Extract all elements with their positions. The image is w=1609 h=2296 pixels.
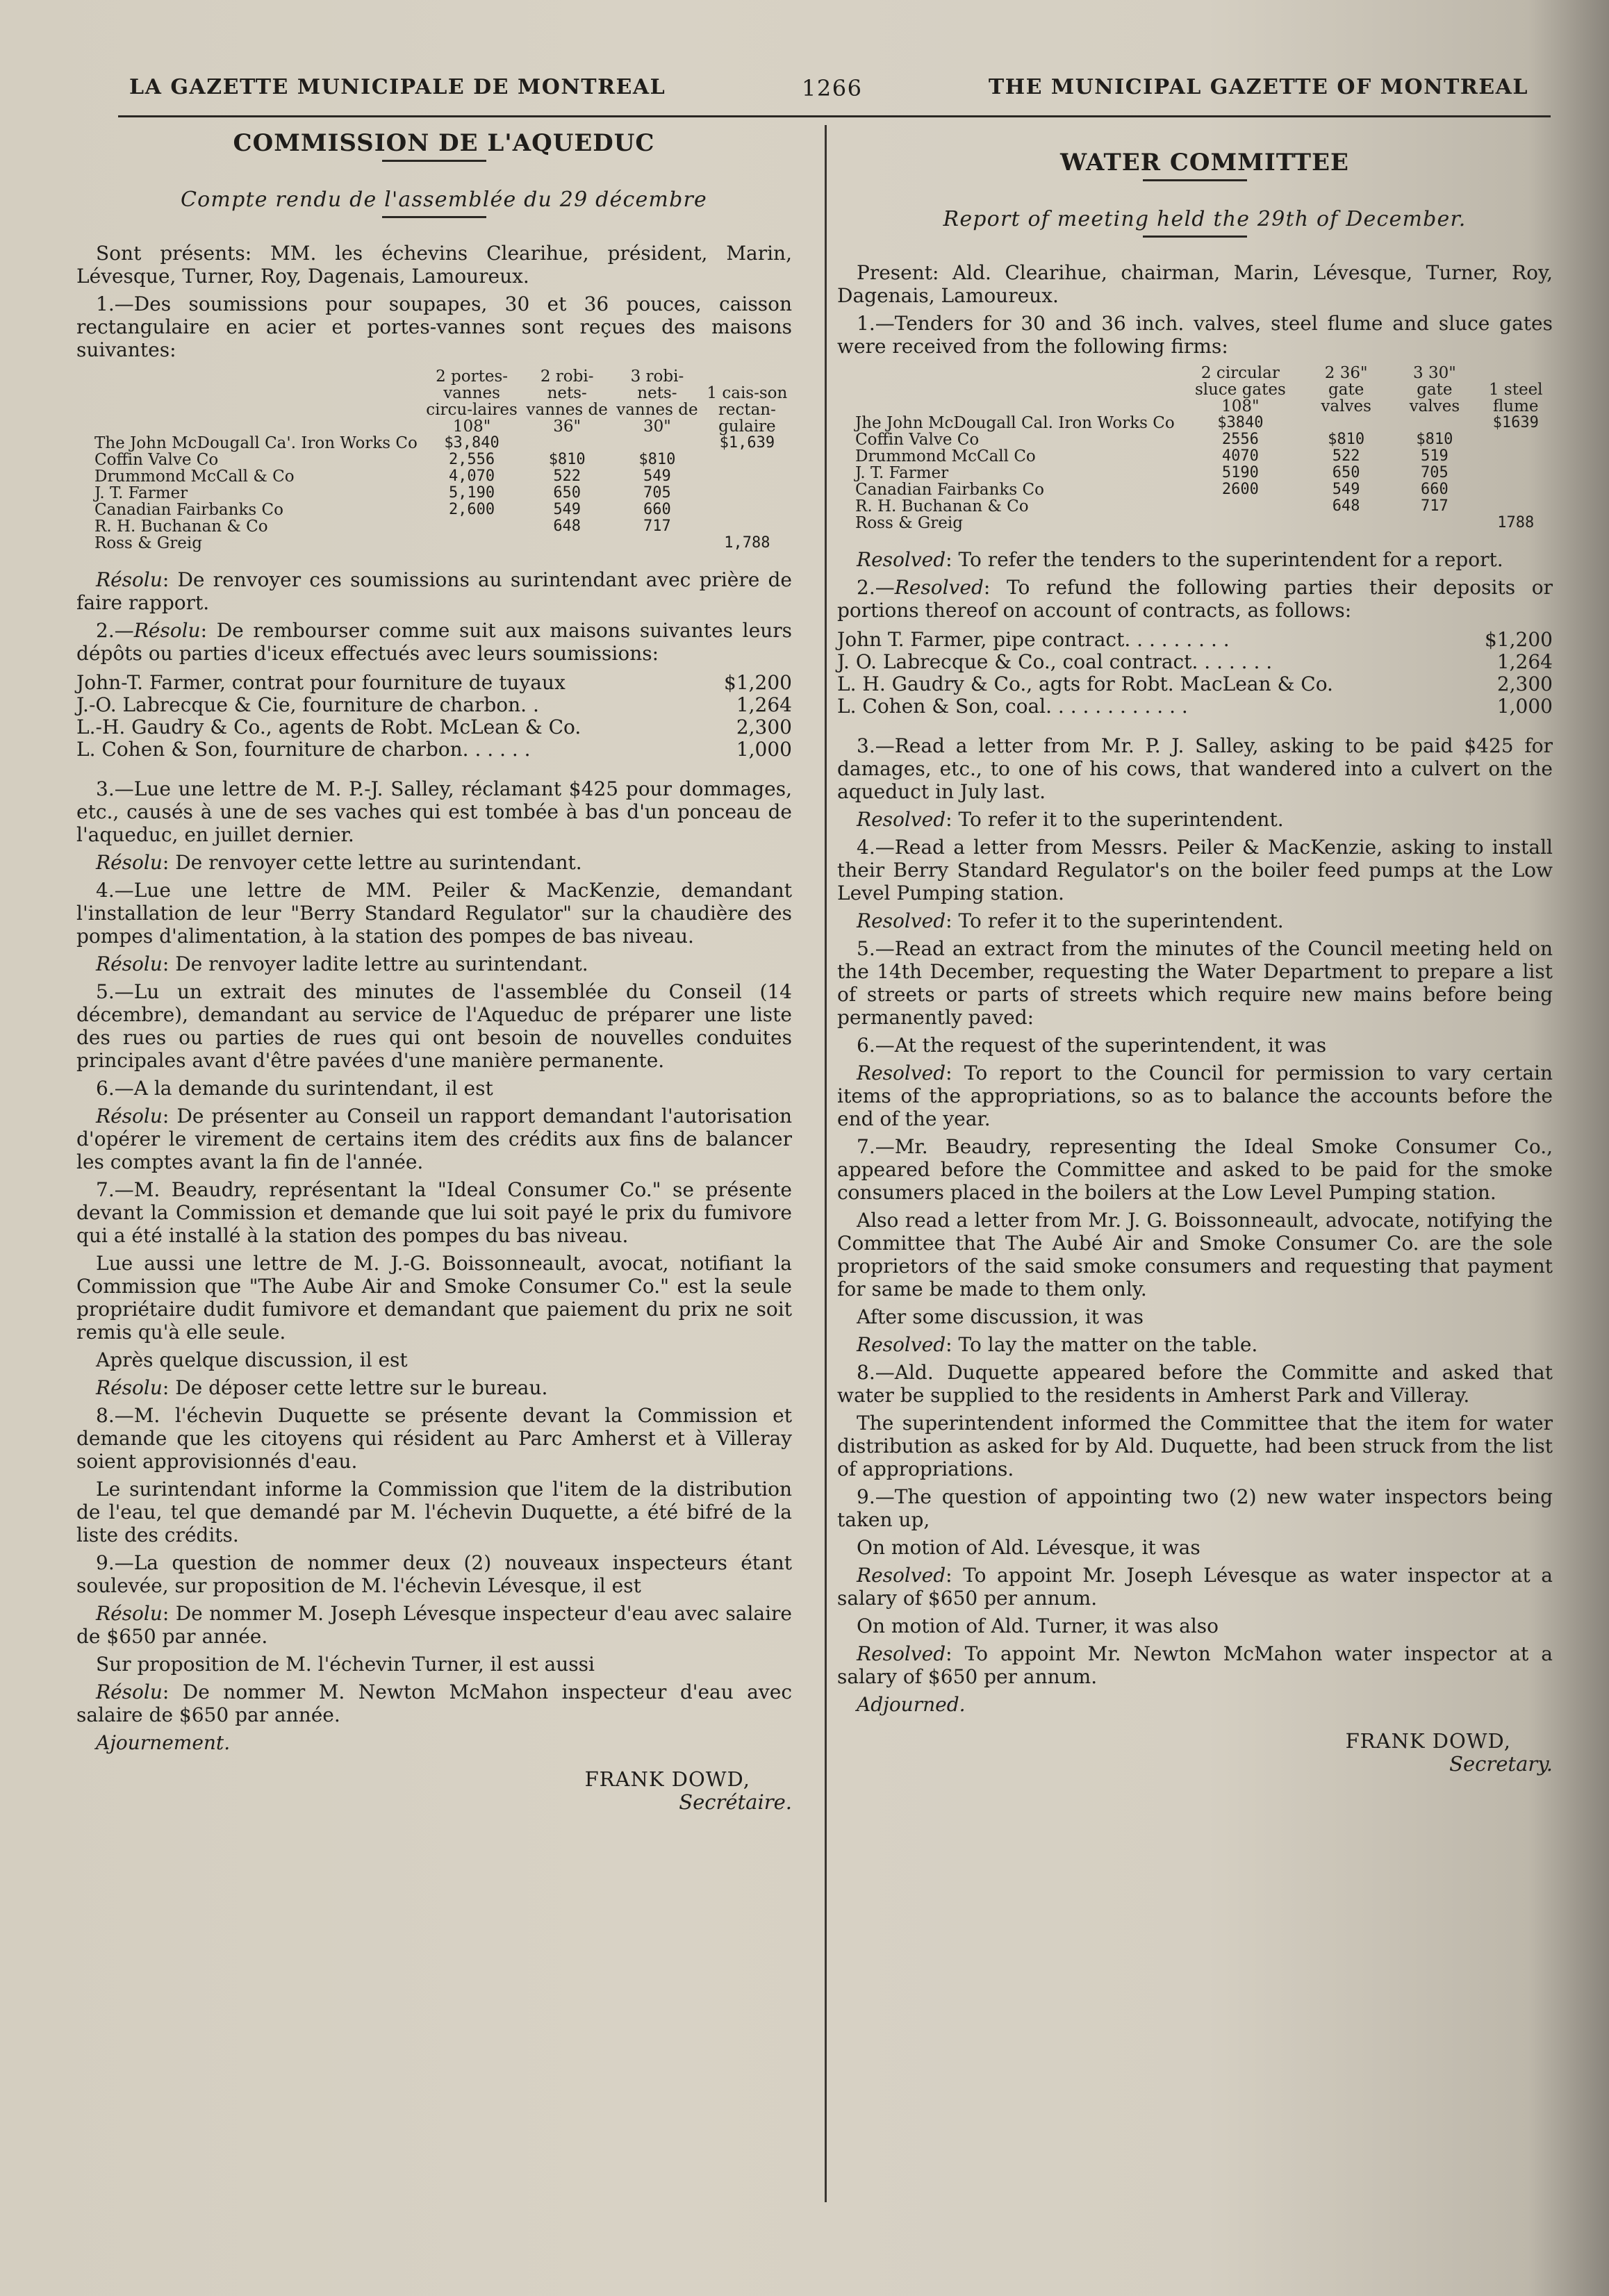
column-header — [851, 365, 1179, 415]
resolution-4 — [837, 909, 1553, 932]
tender-amount — [1479, 431, 1553, 448]
resolution-9 — [76, 1602, 792, 1648]
refund-party: John T. Farmer, pipe contract. . . . . . . . . — [837, 628, 1230, 651]
table-row — [76, 738, 792, 761]
firm-name: Coffin Valve Co — [855, 431, 980, 449]
adjournment — [76, 1731, 792, 1754]
tender-amount: 717 — [643, 518, 671, 535]
refunds-table — [76, 672, 792, 761]
table-row — [851, 498, 1553, 515]
item-number: 2.— — [96, 619, 134, 642]
refund-party: L. H. Gaudry & Co., agts for Robt. MacLean & Co. — [837, 672, 1333, 695]
tender-amount: 519 — [1421, 447, 1449, 465]
section-title: COMMISSION DE L'AQUEDUC — [233, 129, 655, 157]
tender-amount — [422, 535, 522, 552]
tender-amount — [1390, 415, 1478, 431]
table-row — [851, 515, 1553, 531]
tenders-table — [851, 365, 1553, 531]
table-row — [837, 651, 1553, 673]
table-row — [851, 431, 1553, 448]
tender-amount — [1179, 498, 1302, 515]
column-divider — [825, 125, 827, 2202]
table-row — [851, 481, 1553, 498]
resolution-text: : To lay the matter on the table. — [946, 1333, 1258, 1356]
title-rule — [1143, 179, 1247, 181]
table-row — [76, 694, 792, 716]
resolution-text: : De nommer M. Newton McMahon inspecteur d'eau avec salaire de $650 par année. — [76, 1680, 792, 1726]
table-row — [90, 535, 792, 552]
tender-amount: 705 — [643, 484, 671, 502]
column-header: 2 36" gate valves — [1321, 364, 1371, 415]
subtitle-rule — [382, 216, 486, 218]
resolution-4 — [76, 952, 792, 975]
resolution-label: Résolu — [96, 1105, 163, 1128]
tender-amount — [702, 485, 792, 502]
resolution-3 — [837, 808, 1553, 831]
english-column — [837, 132, 1553, 1776]
tender-amount: $810 — [638, 451, 676, 468]
refund-party: John-T. Farmer, contrat pour fourniture de tuyaux — [76, 671, 566, 694]
tender-amount: 522 — [1332, 447, 1360, 465]
column-header: 1 steel flume — [1488, 381, 1543, 415]
table-header-row — [851, 365, 1553, 415]
resolution-label: Résolu — [96, 1680, 163, 1703]
table-row — [76, 672, 792, 694]
refund-amount: 2,300 — [1496, 672, 1553, 695]
tender-amount: 549 — [1332, 481, 1360, 498]
resolution-text: : To refer the tenders to the superintendent for a report. — [946, 548, 1503, 571]
table-row — [90, 435, 792, 452]
tender-amount: $810 — [1416, 431, 1453, 448]
section-title: WATER COMMITTEE — [1060, 149, 1349, 176]
tender-amount: 522 — [553, 468, 581, 485]
firm-name: Drummond McCall Co — [855, 447, 1036, 465]
tender-amount: $3840 — [1217, 414, 1264, 431]
firm-name: Ross & Greig — [94, 534, 202, 552]
section-subtitle: Report of meeting held the 29th of December. — [943, 207, 1467, 231]
table-header-row — [90, 368, 792, 435]
refund-amount: 1,264 — [736, 693, 792, 716]
tender-amount — [1179, 515, 1302, 531]
item-8: 8.—Ald. Duquette appeared before the Committe and asked that water be supplied to the residents in Amherst Park and Villeray. — [837, 1361, 1553, 1407]
tender-amount — [1479, 498, 1553, 515]
resolution-text: : De déposer cette lettre sur le bureau. — [162, 1376, 548, 1399]
attendance: Present: Ald. Clearihue, chairman, Marin, Lévesque, Turner, Roy, Dagenais, Lamoureux. — [837, 261, 1553, 307]
item-2 — [76, 619, 792, 665]
tender-amount — [522, 435, 612, 452]
item-8-note: Le surintendant informe la Commission que l'item de la distribution de l'eau, tel que demandé par M. l'échevin Duquette, a été bifré de la liste des crédits. — [76, 1478, 792, 1546]
firm-name: Drummond McCall & Co — [94, 468, 295, 486]
tender-amount — [1479, 448, 1553, 465]
refund-party: L. Cohen & Son, coal. . . . . . . . . . . . — [837, 695, 1188, 718]
firm-name: Canadian Fairbanks Co — [855, 481, 1044, 499]
tender-amount — [1479, 465, 1553, 481]
resolution-label: Résolu — [96, 851, 163, 874]
tender-amount — [702, 518, 792, 535]
refund-amount: 2,300 — [736, 716, 792, 738]
refund-amount: $1,200 — [1485, 628, 1553, 651]
tender-amount: 2,556 — [448, 451, 495, 468]
french-column — [76, 129, 792, 1814]
item-5: 5.—Lu un extrait des minutes de l'assemblée du Conseil (14 décembre), demandant au service de l'Aqueduc de préparer une liste des rues ou parties de rues qui ont besoin de nouvelles conduites principales avant d'être pavées d'une manière permanente. — [76, 980, 792, 1072]
tender-amount — [522, 535, 612, 552]
refund-party: L. Cohen & Son, fourniture de charbon. . . . . . — [76, 738, 531, 761]
resolution-3 — [76, 851, 792, 874]
tender-amount: 5190 — [1221, 464, 1259, 481]
attendance: Sont présents: MM. les échevins Clearihue, président, Marin, Lévesque, Turner, Roy, Dagenais, Lamoureux. — [76, 242, 792, 288]
tender-amount: 2600 — [1221, 481, 1259, 498]
adjournment — [837, 1693, 1553, 1716]
firm-name: Canadian Fairbanks Co — [94, 501, 283, 519]
item-9-motion-2: On motion of Ald. Turner, it was also — [857, 1614, 1219, 1637]
item-1: 1.—Tenders for 30 and 36 inch. valves, steel flume and sluce gates were received from the following firms: — [837, 312, 1553, 358]
item-7: 7.—M. Beaudry, représentant la "Ideal Consumer Co." se présente devant la Commission et demande que lui soit payé le prix du fumivore qui a été installé à la station des pompes du bas niveau. — [76, 1178, 792, 1247]
resolution-label: Résolu — [96, 952, 163, 975]
firm-name: Coffin Valve Co — [94, 451, 219, 469]
refund-party: J. O. Labrecque & Co., coal contract. . . . . . . — [837, 650, 1273, 673]
item-text: : De rembourser comme suit aux maisons suivantes leurs dépôts ou parties d'iceux effectués avec leurs soumissions: — [76, 619, 792, 665]
item-7-discussion: After some discussion, it was — [857, 1305, 1144, 1328]
item-9-motion: On motion of Ald. Lévesque, it was — [857, 1536, 1200, 1559]
resolution-text: : To report to the Council for permission to vary certain items of the appropriations, so as to balance the accounts before the end of the year. — [837, 1062, 1553, 1130]
column-header: 1 cais-son rectan-gulaire — [707, 384, 788, 436]
adjournment-text: Ajournement. — [96, 1731, 231, 1754]
title-rule — [382, 160, 486, 162]
table-row — [837, 629, 1553, 651]
refund-party: J.-O. Labrecque & Cie, fourniture de charbon. . — [76, 693, 539, 716]
resolution-label: Résolu — [96, 1602, 163, 1625]
tender-amount: 717 — [1421, 497, 1449, 515]
table-row — [90, 452, 792, 468]
tender-amount — [422, 518, 522, 535]
tender-amount — [702, 468, 792, 485]
resolution-text: : De présenter au Conseil un rapport demandant l'autorisation d'opérer le virement de certains item des crédits aux fins de balancer les comptes avant la fin de l'année. — [76, 1105, 792, 1173]
resolution-label: Résolu — [96, 1376, 163, 1399]
item-4: 4.—Lue une lettre de MM. Peiler & MacKenzie, demandant l'installation de leur "Berry Standard Regulator" sur la chaudière des pompes d'alimentation, à la station des pompes de bas niveau. — [76, 879, 792, 948]
adjournment-text: Adjourned. — [857, 1693, 966, 1716]
tender-amount: 648 — [1332, 497, 1360, 515]
resolution-6 — [76, 1105, 792, 1173]
tender-amount: $810 — [1328, 431, 1365, 448]
tender-amount — [1302, 415, 1390, 431]
tender-amount — [702, 502, 792, 518]
table-row — [851, 448, 1553, 465]
resolution-text: : To appoint Mr. Joseph Lévesque as water inspector at a salary of $650 per annum. — [837, 1564, 1553, 1610]
item-2 — [837, 576, 1553, 622]
resolution-label: Resolved — [894, 576, 984, 599]
signatory-role: Secrétaire. — [679, 1790, 792, 1814]
resolution-label: Résolu — [96, 568, 163, 591]
tender-amount — [612, 435, 702, 452]
tender-amount — [612, 535, 702, 552]
table-row — [851, 465, 1553, 481]
column-header — [90, 368, 422, 435]
tender-amount: 650 — [1332, 464, 1360, 481]
item-7-discussion: Après quelque discussion, il est — [96, 1348, 408, 1371]
firm-name: Jhe John McDougall Cal. Iron Works Co — [855, 414, 1175, 432]
firm-name: R. H. Buchanan & Co — [94, 518, 268, 536]
resolution-text: : De nommer M. Joseph Lévesque inspecteur d'eau avec salaire de $650 par année. — [76, 1602, 792, 1648]
signatory-role: Secretary. — [1449, 1752, 1553, 1776]
resolution-text: : De renvoyer ces soumissions au surintendant avec prière de faire rapport. — [76, 568, 792, 614]
resolution-label: Resolved — [857, 1564, 946, 1587]
subtitle-rule — [1143, 236, 1247, 238]
item-3: 3.—Lue une lettre de M. P.-J. Salley, réclamant $425 pour dommages, etc., causés à une de ses vaches qui est tombée à bas d'un ponceau de l'aqueduc, en juillet dernier. — [76, 777, 792, 846]
page-header — [0, 67, 1609, 108]
tender-amount — [1302, 515, 1390, 531]
page-number: 1266 — [802, 75, 863, 101]
table-row — [76, 716, 792, 738]
header-rule — [118, 115, 1551, 117]
resolution-label: Resolved — [857, 1333, 946, 1356]
tender-amount: 5,190 — [448, 484, 495, 502]
tender-amount — [702, 452, 792, 468]
table-row — [90, 485, 792, 502]
table-row — [90, 518, 792, 535]
table-row — [837, 673, 1553, 695]
item-9: 9.—La question de nommer deux (2) nouveaux inspecteurs étant soulevée, sur proposition de M. l'échevin Lévesque, il est — [76, 1551, 792, 1597]
item-6: 6.—At the request of the superintendent, it was — [857, 1034, 1327, 1057]
tender-amount: 648 — [553, 518, 581, 535]
firm-name: J. T. Farmer — [855, 464, 949, 482]
firm-name: The John McDougall Ca'. Iron Works Co — [94, 434, 418, 452]
resolution-text: : De renvoyer cette lettre au surintendant. — [162, 851, 582, 874]
resolution-9 — [837, 1564, 1553, 1610]
item-7: 7.—Mr. Beaudry, representing the Ideal Smoke Consumer Co., appeared before the Committee and asked to be paid for the smoke consumers placed in the boilers at the Low Level Pumping station. — [837, 1135, 1553, 1204]
column-header: 3 robi-nets-vannes de 30" — [616, 367, 698, 436]
item-number: 2.— — [857, 576, 895, 599]
item-8: 8.—M. l'échevin Duquette se présente devant la Commission et demande que les citoyens qui résident au Parc Amherst et à Villeray soient approvisionnés d'eau. — [76, 1404, 792, 1473]
signatory-name: FRANK DOWD, — [1345, 1729, 1511, 1753]
item-6: 6.—A la demande du surintendant, il est — [96, 1077, 493, 1100]
resolution-label: Resolved — [857, 808, 946, 831]
signature-block — [76, 1768, 792, 1814]
resolution-7 — [76, 1376, 792, 1399]
resolution-label: Résolu — [133, 619, 201, 642]
tenders-table — [90, 368, 792, 552]
item-7-letter: Also read a letter from Mr. J. G. Boissonneault, advocate, notifying the Committee that The Aubé Air and Smoke Consumer Co. are the sole proprietors of the said smoke consumers and requesting that payment for same be made to them only. — [837, 1209, 1553, 1300]
table-row — [851, 415, 1553, 431]
tender-amount — [1390, 515, 1478, 531]
resolution-7 — [837, 1333, 1553, 1356]
table-row — [90, 468, 792, 485]
header-french-title: LA GAZETTE MUNICIPALE DE MONTREAL — [129, 75, 666, 99]
item-text: : To refund the following parties their deposits or portions thereof on account of contracts, as follows: — [837, 576, 1553, 622]
item-9: 9.—The question of appointing two (2) new water inspectors being taken up, — [837, 1485, 1553, 1531]
resolution-9b — [76, 1680, 792, 1726]
resolution-text: : To refer it to the superintendent. — [946, 909, 1284, 932]
item-5: 5.—Read an extract from the minutes of the Council meeting held on the 14th December, requesting the Water Department to prepare a list of streets or parts of streets which require new mains before being permanently paved: — [837, 937, 1553, 1029]
tender-amount: 549 — [643, 468, 671, 485]
refund-amount: $1,200 — [724, 671, 792, 694]
resolution-text: : To appoint Mr. Newton McMahon water inspector at a salary of $650 per annum. — [837, 1642, 1553, 1688]
column-header: 2 circular sluce gates 108" — [1194, 364, 1286, 415]
refund-party: L.-H. Gaudry & Co., agents de Robt. McLean & Co. — [76, 716, 581, 738]
column-header: 2 portes-vannes circu-laires 108" — [426, 367, 518, 436]
refunds-table — [837, 629, 1553, 718]
tender-amount: 660 — [643, 501, 671, 518]
tender-amount — [1479, 481, 1553, 498]
column-header: 2 robi-nets-vannes de 36" — [526, 367, 608, 436]
resolution-1 — [76, 568, 792, 614]
resolution-text: : De renvoyer ladite lettre au surintendant. — [162, 952, 588, 975]
tender-amount: 660 — [1421, 481, 1449, 498]
firm-name: R. H. Buchanan & Co — [855, 497, 1029, 515]
table-row — [837, 695, 1553, 718]
tender-amount: 2556 — [1221, 431, 1259, 448]
table-row — [90, 502, 792, 518]
item-1: 1.—Des soumissions pour soupapes, 30 et 36 pouces, caisson rectangulaire en acier et portes-vannes sont reçues des maisons suivantes: — [76, 292, 792, 361]
tender-amount: $1639 — [1492, 414, 1539, 431]
resolution-6 — [837, 1062, 1553, 1130]
resolution-1 — [837, 548, 1553, 571]
item-9-motion: Sur proposition de M. l'échevin Turner, il est aussi — [96, 1653, 595, 1676]
firm-name: Ross & Greig — [855, 514, 963, 532]
resolution-text: : To refer it to the superintendent. — [946, 808, 1284, 831]
tender-amount: 4070 — [1221, 447, 1259, 465]
resolution-9b — [837, 1642, 1553, 1688]
tender-amount: 705 — [1421, 464, 1449, 481]
tender-amount: 1,788 — [724, 534, 770, 552]
tender-amount: 2,600 — [448, 501, 495, 518]
signatory-name: FRANK DOWD, — [584, 1767, 750, 1791]
item-7-letter: Lue aussi une lettre de M. J.-G. Boissonneault, avocat, notifiant la Commission que "The Aube Air and Smoke Consumer Co." est la seule propriétaire dudit fumivore et demandant que paiement du prix ne soit remis qu'à elle seule. — [76, 1252, 792, 1344]
refund-amount: 1,264 — [1496, 650, 1553, 673]
item-3: 3.—Read a letter from Mr. P. J. Salley, asking to be paid $425 for damages, etc., to one of his cows, that wandered into a culvert on the aqueduct in July last. — [837, 734, 1553, 803]
refund-amount: 1,000 — [1496, 695, 1553, 718]
firm-name: J. T. Farmer — [94, 484, 188, 502]
header-english-title: THE MUNICIPAL GAZETTE OF MONTREAL — [988, 75, 1528, 99]
resolution-label: Resolved — [857, 548, 946, 571]
refund-amount: 1,000 — [736, 738, 792, 761]
tender-amount: 549 — [553, 501, 581, 518]
tender-amount: $3,840 — [444, 434, 500, 452]
section-subtitle: Compte rendu de l'assemblée du 29 décembre — [181, 188, 707, 212]
tender-amount: $810 — [548, 451, 586, 468]
resolution-label: Resolved — [857, 1642, 946, 1665]
signature-block — [837, 1730, 1553, 1776]
resolution-label: Resolved — [857, 909, 946, 932]
tender-amount: 1788 — [1497, 514, 1535, 531]
tender-amount: 4,070 — [448, 468, 495, 485]
tender-amount: $1,639 — [719, 434, 775, 452]
item-4: 4.—Read a letter from Messrs. Peiler & MacKenzie, asking to install their Berry Standard Regulator's on the boiler feed pumps at the Low Level Pumping station. — [837, 836, 1553, 905]
column-header: 3 30" gate valves — [1409, 364, 1460, 415]
tender-amount: 650 — [553, 484, 581, 502]
item-8-note: The superintendent informed the Committee that the item for water distribution as asked for by Ald. Duquette, had been struck from the list of appropriations. — [837, 1412, 1553, 1480]
resolution-label: Resolved — [857, 1062, 946, 1084]
